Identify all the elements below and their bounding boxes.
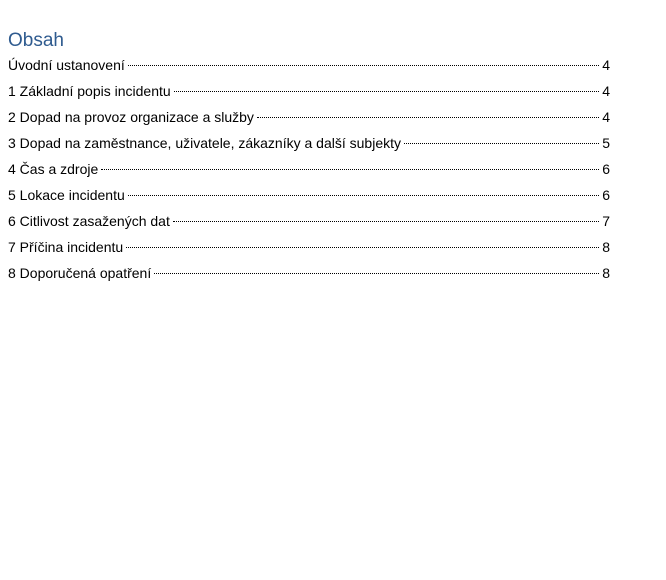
toc-entry-title: 8 Doporučená opatření [8,265,152,281]
toc-dot-leader [128,65,599,66]
toc-entry-4[interactable] [8,159,610,185]
toc-entry-6[interactable] [8,211,610,237]
toc-entry-page: 4 [602,83,610,99]
toc-entry-page: 4 [602,109,610,125]
toc-entry-8[interactable] [8,263,610,289]
toc-entry-page: 8 [602,265,610,281]
toc-entry-title: 3 Dopad na zaměstnance, uživatele, zákazníky a další subjekty [8,135,401,151]
toc-entry-page: 4 [602,57,610,73]
toc-entry-title: 6 Citlivost zasažených dat [8,213,170,229]
toc-dot-leader [126,247,599,248]
toc-dot-leader [173,221,599,222]
toc-entry-3[interactable] [8,133,610,159]
toc-entry-5[interactable] [8,185,610,211]
toc-entry-7[interactable] [8,237,610,263]
table-of-contents [8,28,610,289]
toc-dot-leader [174,91,599,92]
toc-entry-title: 1 Základní popis incidentu [8,83,171,99]
toc-entry-title: 4 Čas a zdroje [8,161,99,177]
toc-entry-page: 6 [602,187,610,203]
toc-entry-title: 2 Dopad na provoz organizace a služby [8,109,254,125]
toc-dot-leader [101,169,599,170]
toc-dot-leader [257,117,599,118]
toc-entry-title: 5 Lokace incidentu [8,187,125,203]
toc-dot-leader [404,143,599,144]
toc-entry-page: 7 [602,213,610,229]
toc-dot-leader [154,273,599,274]
toc-entry-title: Úvodní ustanovení [8,57,125,73]
toc-entry-intro[interactable] [8,55,610,81]
toc-entry-page: 5 [602,135,610,151]
toc-dot-leader [128,195,599,196]
toc-entry-page: 8 [602,239,610,255]
toc-list [8,55,610,289]
toc-entry-title: 7 Příčina incidentu [8,239,124,255]
toc-heading: Obsah [8,30,64,51]
toc-entry-page: 6 [602,161,610,177]
toc-entry-2[interactable] [8,107,610,133]
toc-entry-1[interactable] [8,81,610,107]
